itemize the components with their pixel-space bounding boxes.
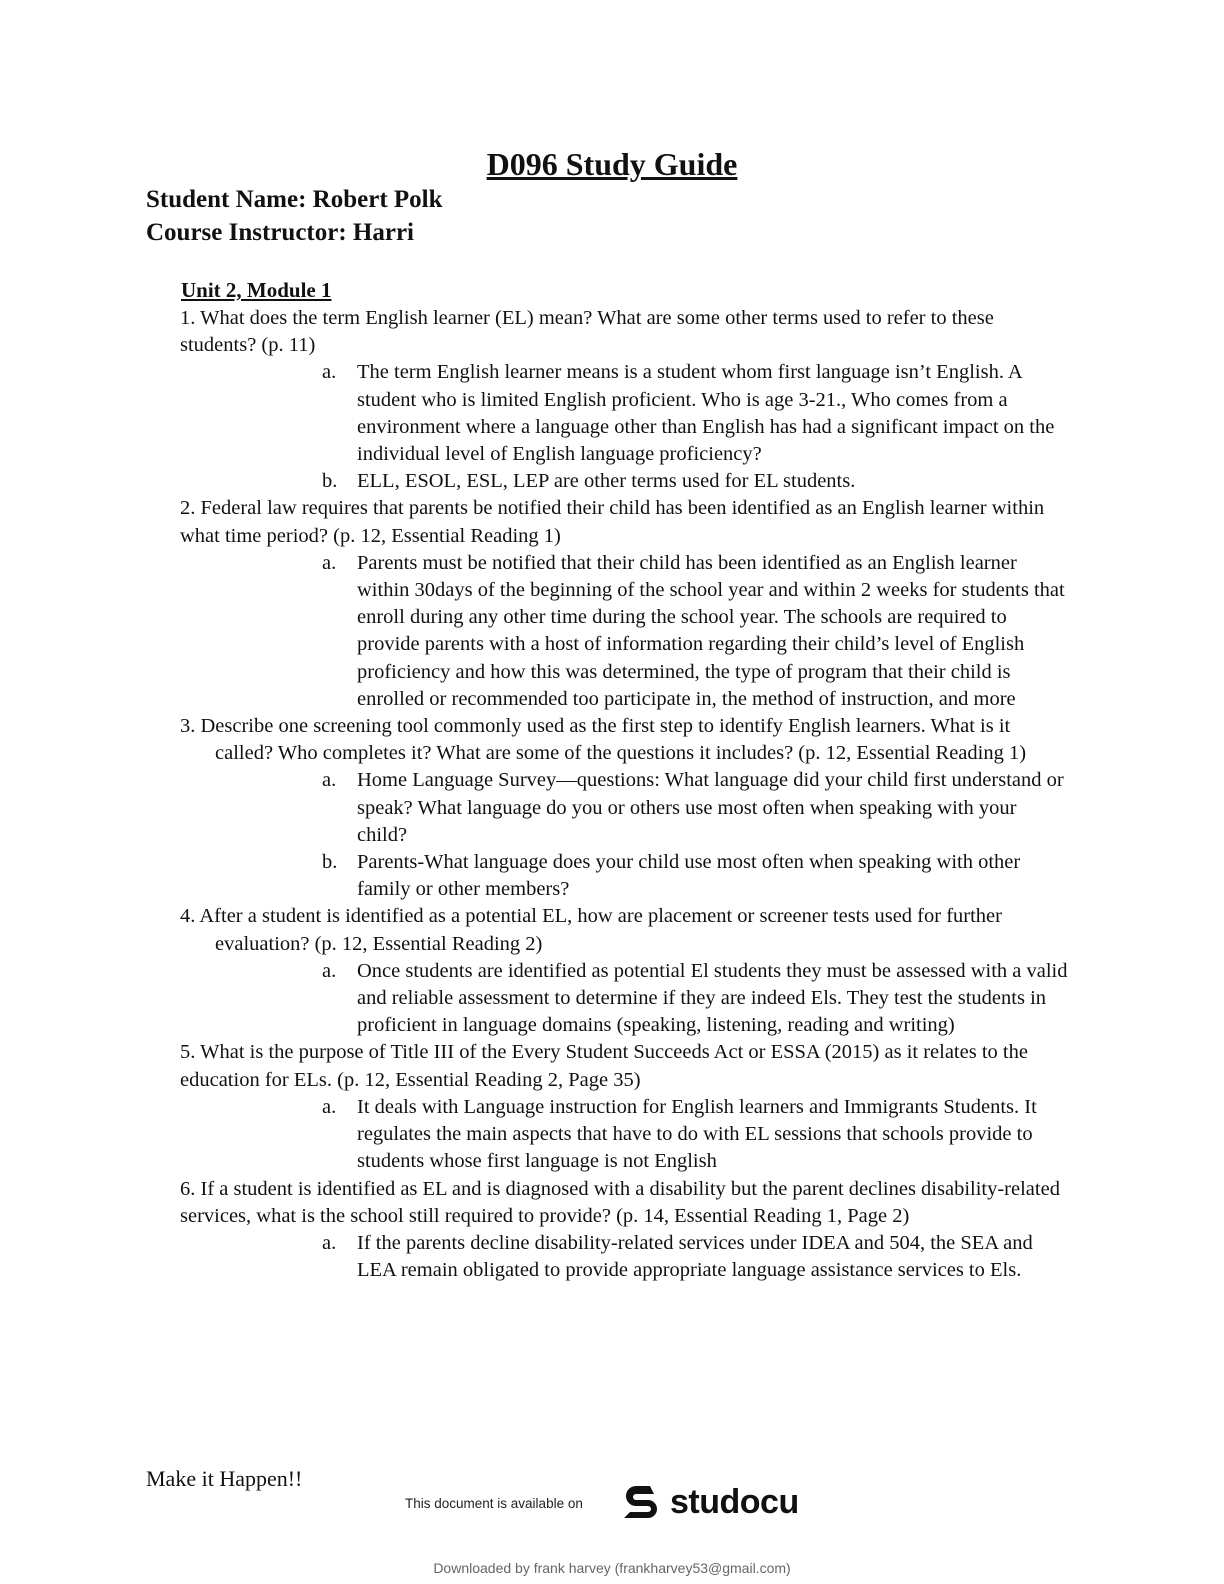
answer-text: Parents must be notified that their child has been identified as an English learner within 30days of the beginning of the school year and within 2 weeks for students that enroll during any other time during the school year. The schools are required to provide parents with a host of information regarding their child’s level of English proficiency and how this was determined, the type of program that their child is enrolled or recommended too participate in, the method of instruction, and more <box>357 551 1065 710</box>
answer-text: If the parents decline disability-related services under IDEA and 504, the SEA and LEA remain obligated to provide appropriate language assistance services to Els. <box>357 1231 1033 1282</box>
answer-item <box>321 359 1070 468</box>
answer-list-1 <box>180 359 1070 495</box>
question-6: 6. If a student is identified as EL and is diagnosed with a disability but the parent declines disability-related services, what is the school still required to provide? (p. 14, Essential Reading 1, Page 2) <box>180 1177 1060 1227</box>
question-1: 1. What does the term English learner (EL) mean? What are some other terms used to refer to these students? (p. 11) <box>180 307 994 357</box>
answer-item <box>321 849 1070 903</box>
answer-item <box>321 958 1070 1040</box>
question-3: 3. Describe one screening tool commonly used as the first step to identify English learners. What is it called? Who completes it? What are some of the questions it includes? (p. 12, Essential Reading 1) <box>180 715 1027 765</box>
footer-note: Make it Happen!! <box>146 1466 303 1491</box>
studocu-logo[interactable] <box>620 1480 799 1524</box>
availability-text: This document is available on <box>405 1496 583 1511</box>
answer-label: a. <box>322 1231 337 1254</box>
answer-list-5 <box>180 1094 1070 1176</box>
course-instructor: Course Instructor: Harri <box>146 219 414 246</box>
answer-label: a. <box>322 1095 337 1118</box>
studocu-wordmark: studocu <box>670 1482 799 1521</box>
answer-item <box>321 1094 1070 1176</box>
answer-text: Home Language Survey—questions: What language did your child first understand or speak? What language do you or others use most often when speaking with your child? <box>357 769 1064 846</box>
answer-list-3 <box>180 767 1070 903</box>
studocu-icon <box>620 1480 664 1524</box>
answer-item <box>321 1230 1070 1284</box>
answer-list-6 <box>180 1230 1070 1284</box>
answer-label: b. <box>322 851 338 874</box>
answer-text: The term English learner means is a student whom first language isn’t English. A student who is limited English proficient. Who is age 3-21., Who comes from a environment where a language other than English has had a significant impact on the individual level of English language proficiency? <box>357 361 1055 466</box>
answer-list-2 <box>180 550 1070 713</box>
answer-item <box>321 550 1070 713</box>
answer-label: a. <box>322 769 337 792</box>
answer-text: ELL, ESOL, ESL, LEP are other terms used for EL students. <box>357 470 856 493</box>
document-title: D096 Study Guide <box>486 146 738 182</box>
answer-label: a. <box>322 361 337 384</box>
student-name: Student Name: Robert Polk <box>146 186 443 213</box>
answer-label: b. <box>322 470 338 493</box>
question-5: 5. What is the purpose of Title III of the Every Student Succeeds Act or ESSA (2015) as it relates to the education for ELs. (p. 12, Essential Reading 2, Page 35) <box>180 1041 1028 1091</box>
question-4: 4. After a student is identified as a potential EL, how are placement or screener tests used for further evaluation? (p. 12, Essential Reading 2) <box>180 905 1002 955</box>
answer-item <box>321 767 1070 849</box>
answer-text: It deals with Language instruction for English learners and Immigrants Students. It regulates the main aspects that have to do with EL sessions that schools provide to students whose first language is not English <box>357 1095 1037 1173</box>
answer-label: a. <box>322 959 337 982</box>
answer-text: Once students are identified as potential El students they must be assessed with a valid and reliable assessment to determine if they are indeed Els. They test the students in proficient in language domains (speaking, listening, reading and writing) <box>357 959 1068 1037</box>
answer-label: a. <box>322 551 337 574</box>
question-2: 2. Federal law requires that parents be notified their child has been identified as an English learner within what time period? (p. 12, Essential Reading 1) <box>180 497 1045 547</box>
question-list <box>180 305 1070 1284</box>
unit-heading: Unit 2, Module 1 <box>181 278 332 302</box>
answer-item <box>321 468 1070 495</box>
downloaded-by: Downloaded by frank harvey (frankharvey53@gmail.com) <box>433 1560 791 1576</box>
answer-list-4 <box>180 958 1070 1040</box>
answer-text: Parents-What language does your child use most often when speaking with other family or other members? <box>357 851 1021 901</box>
